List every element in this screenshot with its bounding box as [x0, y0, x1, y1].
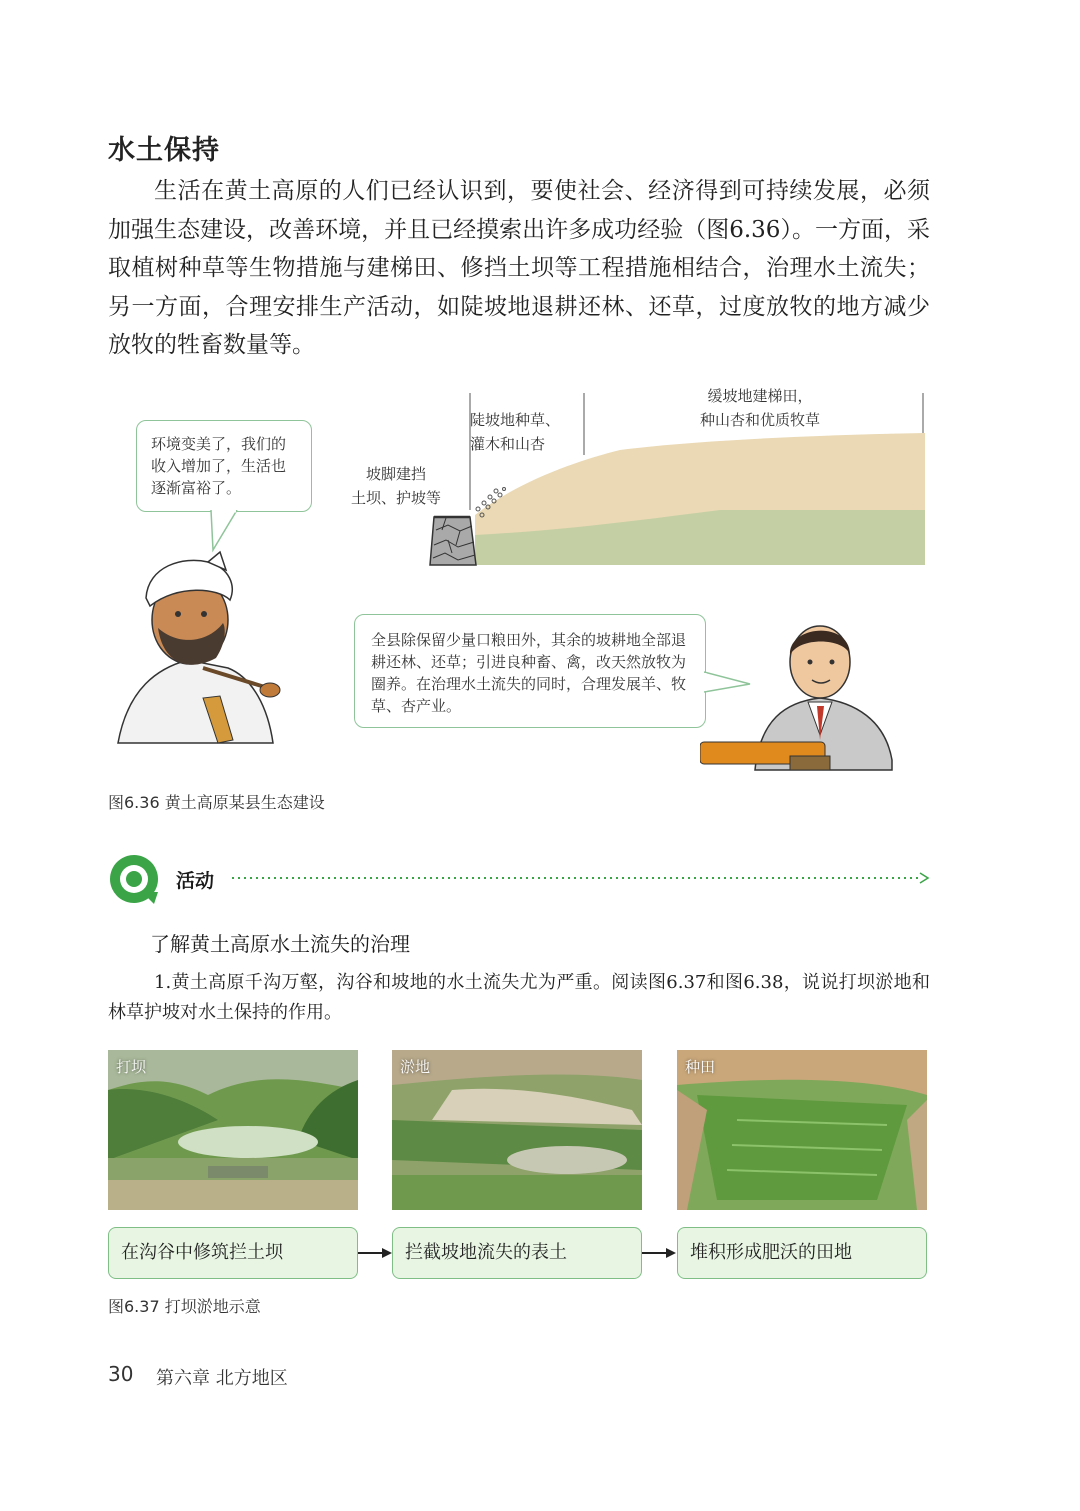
official-speech-bubble: 全县除保留少量口粮田外，其余的坡耕地全部退耕还林、还草；引进良种畜、禽，改天然放牧为圈养。在治理水土流失的同时，合理发展羊、牧草、杏产业。: [354, 614, 706, 728]
farmer-illustration: [108, 548, 288, 748]
activity-heading: 了解黄土高原水土流失的治理: [150, 932, 410, 956]
photo-label: 种田: [685, 1058, 716, 1076]
retaining-wall: [430, 517, 476, 565]
step-intercept-soil: 拦截坡地流失的表土: [392, 1227, 642, 1279]
activity-icon: [108, 852, 164, 908]
figure-636-caption: 图6.36 黄土高原某县生态建设: [108, 793, 325, 812]
section-paragraph: 生活在黄土高原的人们已经认识到，要使社会、经济得到可持续发展，必须加强生态建设，改善环境，并且已经摸索出许多成功经验（图6.36）。一方面，采取植树种草等生物措施与建梯田、修挡土坝等工程措施相结合，治理水土流失；另一方面，合理安排生产活动，如陡坡地退耕还林、还草，过度放牧的地方减少放牧的牲畜数量等。: [108, 178, 930, 358]
step-fertile-field: 堆积形成肥沃的田地: [677, 1227, 927, 1279]
activity-label: 活动: [176, 870, 215, 892]
label-gentle-slope: 缓坡地建梯田， 种山杏和优质牧草: [699, 387, 820, 429]
farmer-speech-bubble: 环境变美了，我们的收入增加了，生活也逐渐富裕了。: [136, 420, 312, 512]
label-slope-foot: 坡脚建挡 土坝、护坡等: [350, 465, 441, 507]
dotted-arrow-line: [232, 871, 932, 885]
photo-silt-land: [392, 1050, 642, 1210]
arrow-right-icon: [642, 1245, 678, 1261]
page-number: 30: [108, 1362, 134, 1386]
photo-label: 打坝: [116, 1058, 147, 1076]
figure-637-caption: 图6.37 打坝淤地示意: [108, 1297, 261, 1316]
arrow-right-icon: [358, 1245, 394, 1261]
photo-farmland: [677, 1050, 927, 1210]
step-build-dam: 在沟谷中修筑拦土坝: [108, 1227, 358, 1279]
photo-label: 淤地: [400, 1058, 431, 1076]
label-steep-slope: 陡坡地种草、 灌木和山杏: [470, 411, 561, 453]
section-title: 水土保持: [108, 135, 220, 166]
official-illustration: [700, 610, 900, 775]
activity-text: 1.黄土高原千沟万壑，沟谷和坡地的水土流失尤为严重。阅读图6.37和图6.38，说说打坝淤地和林草护坡对水土保持的作用。: [108, 972, 930, 1023]
chapter-title: 第六章 北方地区: [156, 1368, 288, 1389]
photo-dam: [108, 1050, 358, 1210]
